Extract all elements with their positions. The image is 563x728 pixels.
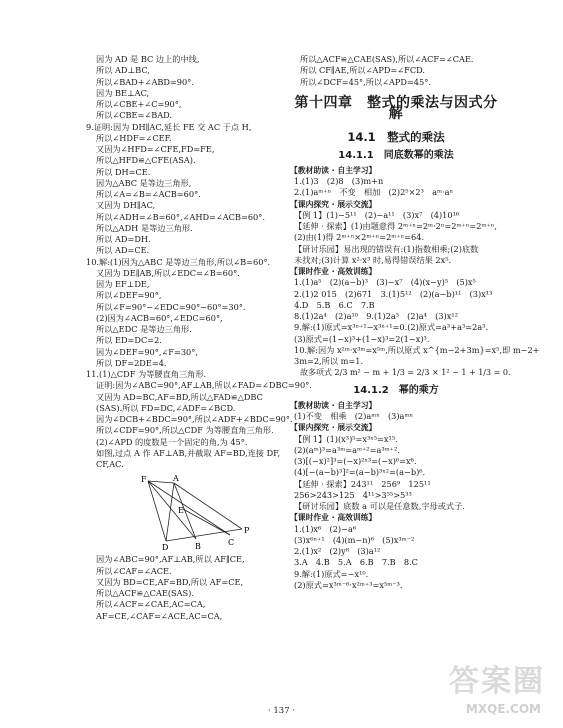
text-line: AF=CE,∠CAF=∠ACE,AC=CA, — [96, 610, 223, 621]
section-bracket-heading: 【课内探究 · 展示交流】 — [290, 423, 377, 433]
label-A: A — [173, 474, 179, 484]
text-line: 因为∠ABC=90°,AF⊥AB,所以 AF∥CE, — [96, 554, 245, 565]
label-B: B — [195, 542, 201, 552]
text-line: 所以△ACF≌△CAE(SAS),所以∠ACF=∠CAE. — [300, 54, 474, 64]
answer-line: 1.(1)a⁵ (2)(a−b)³ (3)−x⁷ (4)(x−y)⁵ (5)x⁵ — [294, 277, 476, 288]
text-line: 所以∠BAD+∠ABD=90°. — [96, 76, 194, 87]
answer-line: 2.(1)aᵐ⁺ⁿ 不变 相加 (2)2⁵×2³ aᵐ·aⁿ — [294, 187, 454, 198]
answer-line: 3.A 4.B 5.A 6.B 7.B 8.C — [294, 557, 418, 568]
section-title: 14.1 整式的乘法 — [347, 130, 445, 145]
answer-line: (4)[−(a−b)³]²=(a−b)³ˣ²=(a−b)⁶. — [294, 467, 426, 478]
section-bracket-heading: 【课时作业 · 高效训练】 — [290, 513, 377, 523]
text-line: 所以△ADH 是等边三角形. — [96, 222, 193, 233]
subsection-title-2: 14.1.2 幂的乘方 — [353, 384, 439, 396]
text-line: 所以∠F=90°−∠EDC=90°−60°=30°. — [96, 301, 246, 312]
text-line: 所以 DF=2DE=4. — [96, 357, 167, 368]
right-top-block — [290, 54, 502, 88]
text-line: 因为 AD 是 BC 边上的中线, — [96, 54, 200, 64]
watermark-text: 答案圈 — [449, 664, 545, 699]
answer-line: 未找对;(3)计算 x²·x³ 时,易得错误结果 2x⁵. — [294, 254, 452, 265]
answer-line: 【例 1】(1)−5¹¹ (2)−a¹¹ (3)x⁷ (4)10¹⁶ — [294, 209, 460, 220]
watermark-logo — [405, 660, 555, 722]
text-line: 所以 ED=DC=2. — [96, 335, 162, 346]
text-line: 所以 DH=CE. — [96, 166, 151, 177]
text-line: 证明:因为∠ABC=90°,AF⊥AB,所以∠FAD=∠DBC=90°. — [96, 380, 312, 391]
text-line: CF,AC. — [96, 459, 124, 469]
answer-line: (3)原式=(1−x)³+(1−x)³=2(1−x)³. — [294, 333, 430, 344]
text-line: 因为∠DCB+∠BDC=90°,所以∠ADF+∠BDC=90°. — [96, 414, 293, 424]
answer-line: (2)由(1)得 2ᵐ⁺ⁿ×2ᵐ⁺ⁿ=2ᵐ⁺ⁿ=64. — [294, 232, 425, 243]
watermark-url: MXQE.COM — [465, 702, 541, 716]
text-line: (SAS).所以 FD=DC,∠ADF=∠BCD. — [96, 402, 236, 413]
answer-line: 【研讨乐园】易出现的错误有:(1)指数相乘;(2)底数 — [294, 243, 479, 254]
answer-line: (1)不变 相乘 (2)aᵐⁿ (3)aᵐⁿ — [294, 411, 413, 421]
left-lines-block — [86, 54, 312, 470]
text-line: 又因为 BD=CE,AF=BD,所以 AF=CE, — [96, 576, 244, 587]
triangle-diagram — [138, 473, 258, 551]
text-line: 因为△ABC 是等边三角形, — [96, 177, 192, 188]
chapter-title: 第十四章 整式的乘法与因式分解 — [294, 94, 498, 122]
text-line: 9.证明:因为 DH∥AC,延长 FE 交 AC 于点 H, — [86, 121, 252, 132]
answer-line: 8.(1)2a⁴ (2)a¹⁰ 9.(1)2a⁵ (2)a⁴ (3)x¹² — [294, 311, 458, 321]
answer-line: 1.(1)3 (2)8 (3)m+n — [294, 176, 384, 186]
text-line: 所以∠CBE=∠BAD. — [96, 110, 173, 121]
text-line: 所以∠ADH=∠B=60°,∠AHD=∠ACB=60°. — [96, 211, 265, 222]
label-F: F — [141, 475, 147, 485]
section-bracket-heading: 【教材助读 · 自主学习】 — [290, 165, 377, 175]
answer-line: 【研讨乐园】底数 a 可以是任意数,字母或式子. — [294, 501, 465, 511]
section-bracket-heading: 【教材助读 · 自主学习】 — [290, 400, 377, 410]
right-column — [290, 54, 540, 591]
answer-line: (3)[(−x)²]³=(−x)²ˣ³=(−x)⁶=x⁶. — [294, 456, 417, 466]
text-line: (2)∠APD 的度数是一个固定的角,为 45°. — [96, 436, 248, 447]
text-line: 所以 AD=CE. — [96, 245, 150, 256]
text-line: 所以△HFD≌△CFE(ASA). — [96, 155, 196, 166]
answer-line: (2)原式=x³ᵐ⁻⁶·x²ᵐ⁺³=x⁵ᵐ⁻³. — [294, 579, 403, 590]
answer-line: 256>243>125 4¹¹>3⁵⁵>5³³ — [294, 489, 412, 500]
text-line: 所以∠DCF=45°,所以∠APD=45°. — [300, 76, 431, 87]
answer-line: 2.(1)x² (2)y⁸ (3)a¹² — [294, 546, 381, 556]
answer-line: 4.D 5.B 6.C 7.B — [294, 299, 375, 310]
text-line: 又因为 DH∥AC, — [96, 200, 156, 211]
text-line: 所以△ACF≌△CAE(SAS). — [96, 588, 194, 598]
page-number: · 137 · — [267, 706, 296, 716]
text-line: 所以 AD⊥BC, — [96, 65, 150, 76]
label-E: E — [178, 506, 184, 516]
text-line: 所以 AD=DH. — [96, 234, 151, 244]
left-column — [86, 54, 312, 622]
answer-line: (3)x⁶ⁿ⁺¹ (4)(m−n)⁶ (5)x³ᵐ⁻² — [294, 534, 415, 545]
answer-line: 10.解:因为 x²ᵐ·x³ᵐ=x⁵ᵐ,所以原式 x^{m−2+3m}=x⁵,即 m−2+ — [294, 344, 540, 355]
answer-line: 【例 1】(1)(x³)⁵=x³ˣ⁵=x¹⁵. — [294, 433, 398, 444]
answer-line: 【延伸 · 探索】243¹¹ 256⁹ 125¹¹ — [294, 478, 431, 489]
text-line: 如图,过点 A 作 AF⊥AB,并截取 AF=BD,连接 DF, — [96, 447, 281, 458]
section-bracket-heading: 【课时作业 · 高效训练】 — [290, 267, 377, 276]
text-line: 所以∠CDF=90°,所以△CDF 为等腰直角三角形. — [96, 425, 274, 436]
label-C: C — [228, 538, 235, 548]
text-line: 所以△EDC 是等边三角形. — [96, 324, 192, 334]
subsection-title-1: 14.1.1 同底数幂的乘法 — [338, 149, 454, 161]
text-line: 因为 BE⊥AC, — [96, 87, 150, 98]
subsection-2-answers — [290, 400, 502, 591]
text-line: 10.解:(1)因为△ABC 是等边三角形,所以∠B=60°. — [86, 256, 271, 267]
formula-line: 故多项式 2/3 m² − m + 1/3 = 2/3 × 1² − 1 + 1/3 = 0. — [300, 368, 511, 378]
text-line: 因为 EF⊥DE, — [96, 279, 150, 289]
answer-line: 【延伸 · 探索】(1)由题意得 2ᵐ⁺ⁿ=2ᵐ·2ⁿ=2ᵐ⁺ⁿ=2ᵐ⁺ⁿ, — [294, 221, 497, 231]
answer-line: 9.解:(1)原式=−x¹⁰. — [294, 568, 369, 579]
answer-line: 1.(1)x⁶ (2)−a⁶ — [294, 523, 357, 534]
label-D: D — [162, 543, 169, 553]
answer-line: (2)(aᵐ)³=a³ᵐ=aᵐ⁺²=a³ᵐ⁺². — [294, 444, 400, 455]
geometry-figure — [138, 473, 258, 551]
text-line: (2)因为∠ACB=60°,∠EDC=60°, — [96, 312, 223, 323]
answer-line: 3m=2,所以 m=1. — [294, 356, 364, 366]
text-line: 因为∠DEF=90°,∠F=30°, — [96, 346, 198, 357]
answer-line: 2.(1)2 015 (2)671 3.(1)5¹² (2)(a−b)¹¹ (3)x¹³ — [294, 288, 493, 299]
section-bracket-heading: 【课内探究 · 展示交流】 — [290, 199, 377, 209]
text-line: 所以∠DEF=90°, — [96, 290, 162, 301]
text-line: 所以∠A=∠B=∠ACB=60°. — [96, 189, 201, 199]
text-line: 11.(1)△CDF 为等腰直角三角形. — [86, 369, 207, 379]
text-line: 又因为∠HFD=∠CFE,FD=FE, — [96, 144, 215, 154]
text-line: 又因为 AD=BC,AF=BD,所以△FAD≌△DBC — [96, 391, 263, 402]
subsection-1-answers — [290, 165, 540, 368]
left-after-figure-block — [86, 554, 282, 622]
text-line: 所以∠HDF=∠CEF. — [96, 132, 172, 143]
text-line: 所以∠ACF=∠CAE,AC=CA, — [96, 599, 206, 610]
label-P: P — [244, 526, 250, 536]
text-line: 所以∠CAF=∠ACE. — [96, 565, 172, 576]
text-line: 又因为 DE∥AB,所以∠EDC=∠B=60°. — [96, 267, 240, 278]
answer-line: 9.解:(1)原式=x³ⁿ⁺¹−x³ⁿ⁺¹=0.(2)原式=a³+a³=2a³. — [294, 322, 489, 333]
text-line: 所以 CF∥AE,所以∠APD=∠FCD. — [300, 65, 425, 76]
text-line: 所以∠CBE+∠C=90°, — [96, 99, 182, 109]
